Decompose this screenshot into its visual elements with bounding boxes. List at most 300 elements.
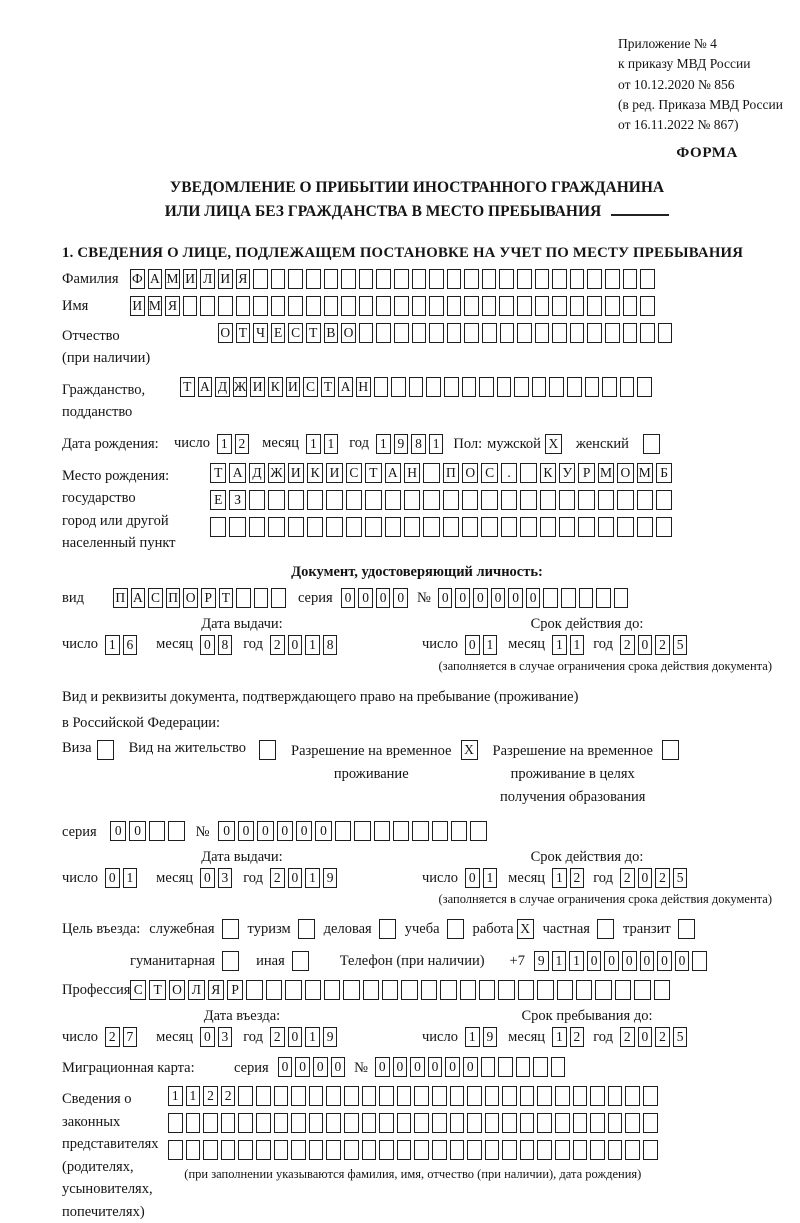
business-checkbox[interactable] [379, 919, 396, 939]
char-box[interactable] [379, 1113, 394, 1133]
char-box[interactable] [462, 490, 478, 510]
char-box[interactable]: 2 [221, 1086, 236, 1106]
char-box[interactable]: 0 [473, 588, 488, 608]
representatives-row2-boxes[interactable] [168, 1113, 658, 1133]
birthplace-row2-boxes[interactable] [210, 490, 672, 510]
char-box[interactable]: 0 [638, 635, 653, 655]
char-box[interactable] [444, 377, 459, 397]
char-box[interactable] [429, 323, 444, 343]
char-box[interactable]: 0 [463, 1057, 478, 1077]
char-box[interactable]: 0 [393, 588, 408, 608]
char-box[interactable] [409, 377, 424, 397]
char-box[interactable] [394, 269, 409, 289]
char-box[interactable]: 1 [552, 635, 567, 655]
char-box[interactable]: С [346, 463, 362, 483]
char-box[interactable]: 0 [465, 635, 480, 655]
char-box[interactable]: 2 [570, 1027, 585, 1047]
char-box[interactable] [324, 296, 339, 316]
char-box[interactable] [482, 296, 497, 316]
char-box[interactable]: 0 [410, 1057, 425, 1077]
char-box[interactable]: П [443, 463, 459, 483]
char-box[interactable]: Ф [130, 269, 145, 289]
char-box[interactable] [464, 269, 479, 289]
char-box[interactable] [307, 490, 323, 510]
char-box[interactable]: М [598, 463, 614, 483]
char-box[interactable] [535, 323, 550, 343]
char-box[interactable] [634, 980, 650, 1000]
official-checkbox[interactable] [222, 919, 239, 939]
char-box[interactable] [590, 1113, 605, 1133]
valid-year-boxes[interactable] [620, 635, 687, 655]
char-box[interactable] [552, 269, 567, 289]
char-box[interactable] [429, 296, 444, 316]
char-box[interactable]: Е [210, 490, 226, 510]
char-box[interactable] [502, 1086, 517, 1106]
private-checkbox[interactable] [597, 919, 614, 939]
char-box[interactable]: 0 [376, 588, 391, 608]
char-box[interactable] [309, 1086, 324, 1106]
char-box[interactable] [605, 296, 620, 316]
char-box[interactable] [397, 1113, 412, 1133]
char-box[interactable] [414, 1140, 429, 1160]
char-box[interactable] [640, 269, 655, 289]
char-box[interactable] [306, 269, 321, 289]
char-box[interactable]: 1 [324, 434, 339, 454]
char-box[interactable]: 0 [278, 1057, 293, 1077]
char-box[interactable]: Т [321, 377, 336, 397]
char-box[interactable] [271, 296, 286, 316]
doc-series-boxes[interactable] [341, 588, 408, 608]
doc-kind-boxes[interactable] [113, 588, 286, 608]
char-box[interactable]: Т [219, 588, 234, 608]
char-box[interactable]: С [288, 323, 303, 343]
char-box[interactable]: П [113, 588, 128, 608]
char-box[interactable] [447, 269, 462, 289]
char-box[interactable]: 2 [270, 1027, 285, 1047]
stay-month-boxes[interactable] [552, 1027, 584, 1047]
char-box[interactable]: Е [271, 323, 286, 343]
representatives-row1-boxes[interactable] [168, 1086, 658, 1106]
char-box[interactable]: 0 [257, 821, 273, 841]
char-box[interactable]: Т [236, 323, 251, 343]
char-box[interactable]: Ж [268, 463, 284, 483]
representatives-row3-boxes[interactable] [168, 1140, 658, 1160]
char-box[interactable] [557, 980, 573, 1000]
char-box[interactable]: 9 [483, 1027, 498, 1047]
humanitarian-checkbox[interactable] [222, 951, 239, 971]
char-box[interactable] [654, 980, 670, 1000]
char-box[interactable] [464, 296, 479, 316]
char-box[interactable]: 0 [438, 588, 453, 608]
char-box[interactable] [268, 517, 284, 537]
char-box[interactable] [450, 1086, 465, 1106]
char-box[interactable]: 9 [323, 868, 338, 888]
char-box[interactable] [537, 1140, 552, 1160]
char-box[interactable]: 1 [552, 1027, 567, 1047]
char-box[interactable] [382, 980, 398, 1000]
char-box[interactable] [359, 323, 374, 343]
visa-checkbox[interactable] [97, 740, 114, 760]
char-box[interactable] [421, 980, 437, 1000]
char-box[interactable]: И [130, 296, 145, 316]
char-box[interactable]: 8 [218, 635, 233, 655]
char-box[interactable] [540, 517, 556, 537]
char-box[interactable]: З [229, 490, 245, 510]
char-box[interactable] [608, 1140, 623, 1160]
char-box[interactable] [401, 980, 417, 1000]
char-box[interactable] [470, 821, 486, 841]
char-box[interactable] [573, 1086, 588, 1106]
char-box[interactable] [640, 296, 655, 316]
char-box[interactable]: И [286, 377, 301, 397]
char-box[interactable]: 1 [552, 951, 567, 971]
stay-year-boxes[interactable] [620, 1027, 687, 1047]
char-box[interactable]: 1 [465, 1027, 480, 1047]
valid-day-boxes[interactable] [465, 635, 497, 655]
char-box[interactable] [520, 1140, 535, 1160]
char-box[interactable] [404, 517, 420, 537]
char-box[interactable] [640, 323, 655, 343]
char-box[interactable] [552, 323, 567, 343]
char-box[interactable]: 9 [394, 434, 409, 454]
char-box[interactable]: К [307, 463, 323, 483]
char-box[interactable] [537, 980, 553, 1000]
phone-boxes[interactable] [534, 951, 707, 971]
char-box[interactable]: 1 [305, 1027, 320, 1047]
char-box[interactable]: 0 [218, 821, 234, 841]
char-box[interactable]: 0 [288, 868, 303, 888]
char-box[interactable] [394, 323, 409, 343]
char-box[interactable]: 3 [218, 868, 233, 888]
char-box[interactable] [643, 1140, 658, 1160]
char-box[interactable] [274, 1086, 289, 1106]
char-box[interactable] [570, 323, 585, 343]
char-box[interactable] [482, 323, 497, 343]
char-box[interactable]: 1 [306, 434, 321, 454]
char-box[interactable] [643, 1113, 658, 1133]
residence-valid-year-boxes[interactable] [620, 868, 687, 888]
birth-month-boxes[interactable] [306, 434, 338, 454]
char-box[interactable]: 2 [655, 1027, 670, 1047]
char-box[interactable]: И [250, 377, 265, 397]
char-box[interactable]: С [130, 980, 146, 1000]
char-box[interactable]: 0 [341, 588, 356, 608]
birth-day-boxes[interactable] [217, 434, 249, 454]
char-box[interactable] [412, 269, 427, 289]
char-box[interactable]: В [324, 323, 339, 343]
char-box[interactable] [462, 517, 478, 537]
residence-issue-year-boxes[interactable] [270, 868, 337, 888]
char-box[interactable]: 2 [620, 635, 635, 655]
char-box[interactable] [623, 323, 638, 343]
char-box[interactable] [343, 980, 359, 1000]
char-box[interactable] [423, 463, 439, 483]
char-box[interactable] [532, 377, 547, 397]
char-box[interactable]: 0 [238, 821, 254, 841]
char-box[interactable] [625, 1140, 640, 1160]
char-box[interactable]: . [501, 463, 517, 483]
char-box[interactable] [502, 1140, 517, 1160]
profession-boxes[interactable] [130, 980, 670, 1000]
char-box[interactable] [326, 1140, 341, 1160]
char-box[interactable] [168, 1113, 183, 1133]
char-box[interactable]: 1 [552, 868, 567, 888]
char-box[interactable] [412, 323, 427, 343]
char-box[interactable]: П [166, 588, 181, 608]
char-box[interactable] [354, 821, 370, 841]
char-box[interactable] [324, 269, 339, 289]
char-box[interactable] [394, 296, 409, 316]
char-box[interactable]: М [637, 463, 653, 483]
char-box[interactable]: 5 [673, 1027, 688, 1047]
char-box[interactable] [326, 517, 342, 537]
char-box[interactable] [218, 296, 233, 316]
char-box[interactable]: И [326, 463, 342, 483]
char-box[interactable] [374, 821, 390, 841]
char-box[interactable]: Я [165, 296, 180, 316]
char-box[interactable] [482, 269, 497, 289]
birth-year-boxes[interactable] [376, 434, 443, 454]
char-box[interactable]: О [169, 980, 185, 1000]
char-box[interactable]: 5 [673, 868, 688, 888]
char-box[interactable] [397, 1086, 412, 1106]
char-box[interactable] [432, 821, 448, 841]
char-box[interactable]: Б [656, 463, 672, 483]
char-box[interactable] [238, 1140, 253, 1160]
char-box[interactable]: Л [188, 980, 204, 1000]
char-box[interactable]: Т [149, 980, 165, 1000]
char-box[interactable] [404, 490, 420, 510]
char-box[interactable] [379, 1086, 394, 1106]
char-box[interactable] [520, 1113, 535, 1133]
char-box[interactable] [221, 1140, 236, 1160]
char-box[interactable]: 1 [305, 868, 320, 888]
char-box[interactable] [291, 1140, 306, 1160]
char-box[interactable]: 5 [673, 635, 688, 655]
char-box[interactable] [497, 377, 512, 397]
char-box[interactable] [186, 1113, 201, 1133]
char-box[interactable]: 2 [620, 868, 635, 888]
char-box[interactable] [186, 1140, 201, 1160]
char-box[interactable]: 8 [323, 635, 338, 655]
char-box[interactable] [440, 980, 456, 1000]
char-box[interactable] [520, 490, 536, 510]
char-box[interactable]: 0 [331, 1057, 346, 1077]
char-box[interactable]: 0 [638, 868, 653, 888]
char-box[interactable] [517, 296, 532, 316]
char-box[interactable]: О [617, 463, 633, 483]
char-box[interactable]: 0 [393, 1057, 408, 1077]
migcard-series-boxes[interactable] [278, 1057, 345, 1077]
char-box[interactable] [236, 296, 251, 316]
char-box[interactable]: 1 [376, 434, 391, 454]
char-box[interactable]: 1 [483, 868, 498, 888]
char-box[interactable] [168, 1140, 183, 1160]
char-box[interactable] [637, 490, 653, 510]
char-box[interactable]: Р [227, 980, 243, 1000]
char-box[interactable] [620, 377, 635, 397]
char-box[interactable] [501, 490, 517, 510]
char-box[interactable] [479, 377, 494, 397]
char-box[interactable] [288, 269, 303, 289]
char-box[interactable] [412, 296, 427, 316]
char-box[interactable] [221, 1113, 236, 1133]
char-box[interactable] [585, 377, 600, 397]
char-box[interactable] [537, 1113, 552, 1133]
char-box[interactable] [149, 821, 165, 841]
char-box[interactable]: М [148, 296, 163, 316]
char-box[interactable]: 0 [491, 588, 506, 608]
char-box[interactable]: Я [208, 980, 224, 1000]
char-box[interactable] [518, 980, 534, 1000]
char-box[interactable] [249, 490, 265, 510]
char-box[interactable] [464, 323, 479, 343]
char-box[interactable] [254, 588, 269, 608]
char-box[interactable] [578, 490, 594, 510]
char-box[interactable] [573, 1140, 588, 1160]
char-box[interactable]: 1 [123, 868, 138, 888]
char-box[interactable] [555, 1086, 570, 1106]
char-box[interactable]: 0 [526, 588, 541, 608]
char-box[interactable] [520, 517, 536, 537]
female-checkbox[interactable] [643, 434, 660, 454]
char-box[interactable]: 2 [655, 868, 670, 888]
char-box[interactable]: О [218, 323, 233, 343]
issue-day-boxes[interactable] [105, 635, 137, 655]
char-box[interactable] [500, 323, 515, 343]
char-box[interactable] [335, 821, 351, 841]
char-box[interactable] [656, 490, 672, 510]
char-box[interactable] [643, 1086, 658, 1106]
char-box[interactable] [559, 490, 575, 510]
char-box[interactable] [426, 377, 441, 397]
char-box[interactable] [306, 296, 321, 316]
char-box[interactable] [412, 821, 428, 841]
char-box[interactable] [481, 1057, 496, 1077]
char-box[interactable]: 1 [168, 1086, 183, 1106]
char-box[interactable] [533, 1057, 548, 1077]
char-box[interactable] [432, 1140, 447, 1160]
char-box[interactable] [605, 323, 620, 343]
char-box[interactable]: Т [365, 463, 381, 483]
char-box[interactable]: 9 [534, 951, 549, 971]
char-box[interactable] [517, 323, 532, 343]
birthplace-row1-boxes[interactable] [210, 463, 672, 483]
char-box[interactable] [540, 490, 556, 510]
char-box[interactable] [615, 980, 631, 1000]
stay-day-boxes[interactable] [465, 1027, 497, 1047]
char-box[interactable] [203, 1113, 218, 1133]
char-box[interactable]: А [148, 269, 163, 289]
char-box[interactable] [605, 269, 620, 289]
citizenship-boxes[interactable] [180, 377, 652, 397]
char-box[interactable]: 0 [445, 1057, 460, 1077]
temp-permit-checkbox[interactable]: X [461, 740, 478, 760]
other-checkbox[interactable] [292, 951, 309, 971]
char-box[interactable] [570, 269, 585, 289]
char-box[interactable] [467, 1086, 482, 1106]
residence-valid-day-boxes[interactable] [465, 868, 497, 888]
migcard-number-boxes[interactable] [375, 1057, 566, 1077]
char-box[interactable] [598, 490, 614, 510]
char-box[interactable]: 0 [675, 951, 690, 971]
char-box[interactable] [637, 517, 653, 537]
char-box[interactable] [168, 821, 184, 841]
char-box[interactable] [587, 323, 602, 343]
char-box[interactable] [266, 980, 282, 1000]
char-box[interactable] [498, 1057, 513, 1077]
char-box[interactable] [379, 1140, 394, 1160]
char-box[interactable] [365, 490, 381, 510]
char-box[interactable] [253, 296, 268, 316]
char-box[interactable] [326, 1113, 341, 1133]
char-box[interactable] [253, 269, 268, 289]
char-box[interactable] [514, 377, 529, 397]
char-box[interactable] [200, 296, 215, 316]
char-box[interactable] [376, 296, 391, 316]
char-box[interactable] [590, 1140, 605, 1160]
char-box[interactable]: 0 [105, 868, 120, 888]
char-box[interactable] [363, 980, 379, 1000]
char-box[interactable]: А [198, 377, 213, 397]
char-box[interactable] [341, 296, 356, 316]
char-box[interactable] [268, 490, 284, 510]
char-box[interactable]: 0 [657, 951, 672, 971]
char-box[interactable]: С [148, 588, 163, 608]
char-box[interactable] [447, 323, 462, 343]
char-box[interactable] [393, 821, 409, 841]
valid-month-boxes[interactable] [552, 635, 584, 655]
char-box[interactable] [608, 1113, 623, 1133]
char-box[interactable]: Р [578, 463, 594, 483]
char-box[interactable] [344, 1113, 359, 1133]
char-box[interactable] [309, 1113, 324, 1133]
char-box[interactable] [307, 517, 323, 537]
char-box[interactable]: 2 [570, 868, 585, 888]
char-box[interactable] [549, 377, 564, 397]
char-box[interactable]: 2 [620, 1027, 635, 1047]
char-box[interactable]: 0 [288, 1027, 303, 1047]
char-box[interactable] [602, 377, 617, 397]
char-box[interactable] [614, 588, 629, 608]
char-box[interactable] [543, 588, 558, 608]
char-box[interactable]: 0 [295, 1057, 310, 1077]
char-box[interactable]: 0 [455, 588, 470, 608]
residence-number-boxes[interactable] [218, 821, 486, 841]
char-box[interactable]: 0 [375, 1057, 390, 1077]
entry-day-boxes[interactable] [105, 1027, 137, 1047]
residence-series-boxes[interactable] [110, 821, 185, 841]
char-box[interactable]: 2 [203, 1086, 218, 1106]
char-box[interactable] [274, 1113, 289, 1133]
char-box[interactable]: 0 [200, 635, 215, 655]
char-box[interactable] [359, 269, 374, 289]
char-box[interactable] [362, 1086, 377, 1106]
char-box[interactable]: Ч [253, 323, 268, 343]
patronymic-boxes[interactable] [218, 323, 672, 343]
entry-month-boxes[interactable] [200, 1027, 232, 1047]
char-box[interactable] [346, 490, 362, 510]
char-box[interactable] [450, 1140, 465, 1160]
char-box[interactable] [499, 296, 514, 316]
char-box[interactable] [271, 588, 286, 608]
char-box[interactable] [625, 1086, 640, 1106]
char-box[interactable] [324, 980, 340, 1000]
char-box[interactable]: 0 [640, 951, 655, 971]
char-box[interactable] [502, 1113, 517, 1133]
char-box[interactable] [183, 296, 198, 316]
char-box[interactable] [271, 269, 286, 289]
